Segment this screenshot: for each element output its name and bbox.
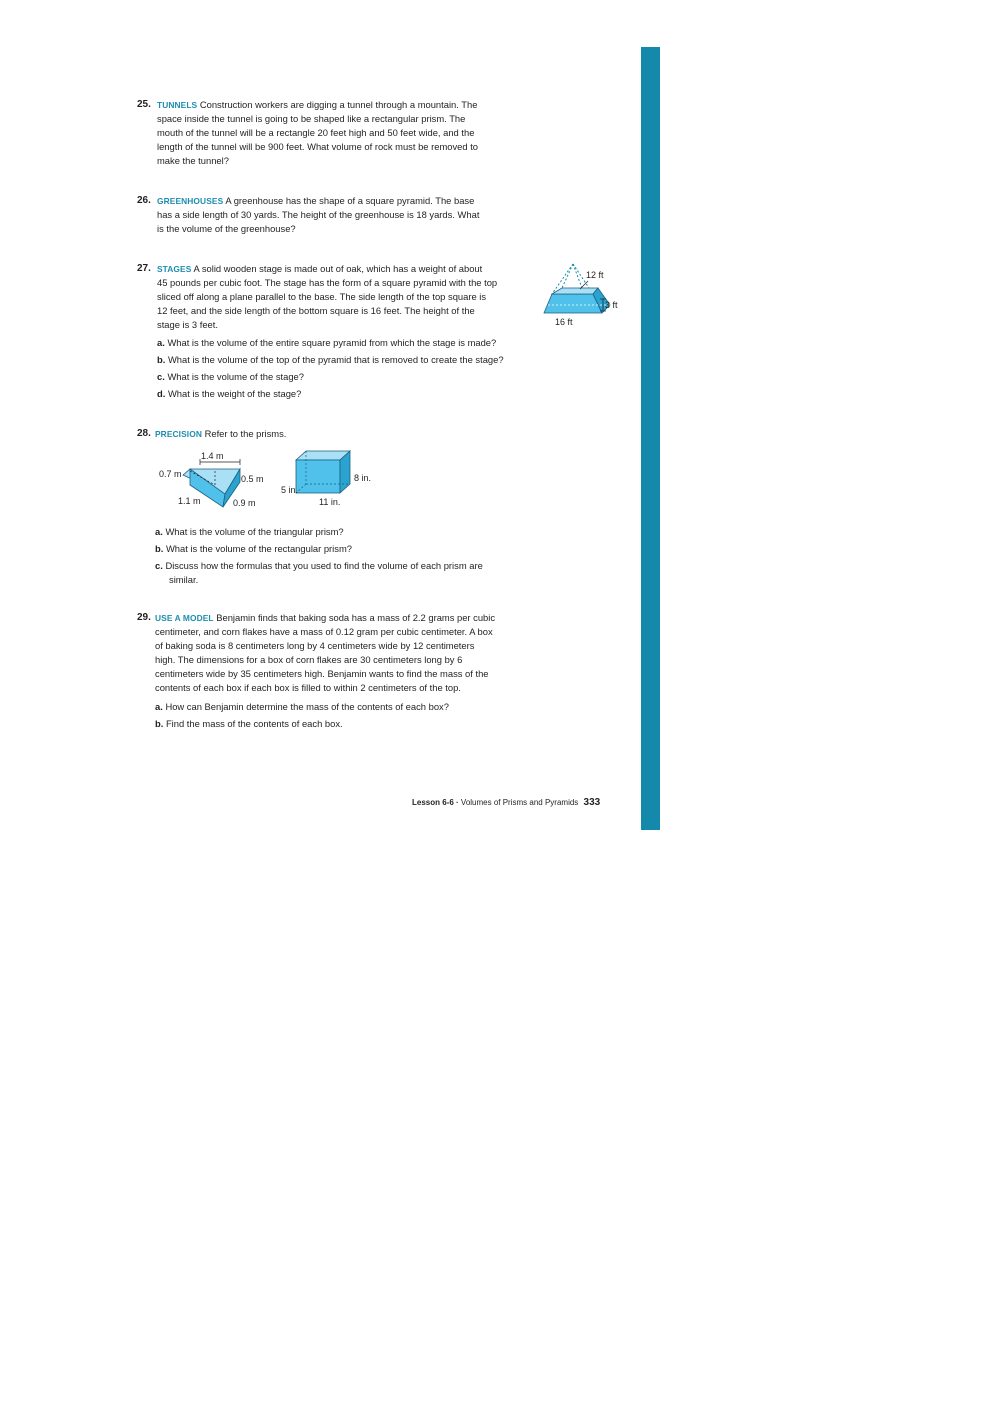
problem-26 bbox=[157, 194, 577, 236]
problem-27-line: 12 feet, and the side length of the bottom square is 16 feet. The height of the bbox=[157, 305, 475, 316]
sidebar-accent-bar bbox=[641, 47, 660, 830]
problem-28-tag: PRECISION bbox=[155, 429, 202, 439]
page-footer bbox=[412, 797, 600, 808]
problem-27-line: sliced off along a plane parallel to the base. The side length of the top square is bbox=[157, 291, 487, 302]
rect-depth-label: 5 in. bbox=[281, 485, 299, 495]
problem-27-line: stage is 3 feet. bbox=[157, 319, 218, 330]
problem-29-line: USE A MODEL Benjamin finds that baking soda has a mass of 2.2 grams per cubic bbox=[155, 612, 496, 623]
frustum-figure bbox=[538, 258, 628, 330]
problem-29-tag: USE A MODEL bbox=[155, 613, 214, 623]
problem-27-number: 27. bbox=[137, 263, 151, 274]
tri-bottom-right-label: 0.9 m bbox=[233, 498, 256, 508]
rect-height-label: 8 in. bbox=[354, 473, 372, 483]
problem-27-line: 45 pounds per cubic foot. The stage has the form of a square pyramid with the top bbox=[157, 277, 498, 288]
problem-29-line: centimeter, and corn flakes have a mass of 0.12 gram per cubic centimeter. A box bbox=[155, 626, 493, 637]
problem-25-tag: TUNNELS bbox=[157, 100, 198, 110]
frustum-bottom-label: 16 ft bbox=[555, 317, 573, 327]
problem-26-line: GREENHOUSES A greenhouse has the shape of a square pyramid. The base bbox=[157, 195, 475, 206]
tri-inner-label: 0.5 m bbox=[241, 474, 264, 484]
problem-29-line: contents of each box if each box is filled to within 2 centimeters of the top. bbox=[155, 682, 461, 693]
problem-29-part-a: a. How can Benjamin determine the mass of the contents of each box? bbox=[155, 701, 449, 712]
problem-27-part-b: b. What is the volume of the top of the pyramid that is removed to create the stage? bbox=[157, 354, 504, 365]
footer-lesson: Lesson 6-6 · bbox=[412, 798, 459, 807]
problem-25-line: TUNNELS Construction workers are digging a tunnel through a mountain. The bbox=[157, 99, 478, 110]
problem-25-number: 25. bbox=[137, 99, 151, 110]
problem-26-number: 26. bbox=[137, 195, 151, 206]
problem-28-part-a: a. What is the volume of the triangular prism? bbox=[155, 526, 344, 537]
problem-29 bbox=[155, 611, 575, 695]
problem-26-line: is the volume of the greenhouse? bbox=[157, 223, 296, 234]
problem-25 bbox=[157, 98, 577, 168]
problem-28-number: 28. bbox=[137, 428, 151, 439]
problem-27-tag: STAGES bbox=[157, 264, 192, 274]
frustum-top-label: 12 ft bbox=[586, 270, 604, 280]
rectangular-prism-figure bbox=[278, 445, 388, 510]
problem-25-line: make the tunnel? bbox=[157, 155, 229, 166]
problem-29-part-b: b. Find the mass of the contents of each box. bbox=[155, 718, 343, 729]
problem-27-part-a: a. What is the volume of the entire square pyramid from which the stage is made? bbox=[157, 337, 497, 348]
problem-28-intro: PRECISION Refer to the prisms. bbox=[155, 428, 287, 439]
problem-25-line: length of the tunnel will be 900 feet. What volume of rock must be removed to bbox=[157, 141, 479, 152]
tri-top-label: 1.4 m bbox=[201, 451, 224, 461]
tri-bottom-left-label: 1.1 m bbox=[178, 496, 201, 506]
problem-27-part-c: c. What is the volume of the stage? bbox=[157, 371, 304, 382]
problem-26-tag: GREENHOUSES bbox=[157, 196, 224, 206]
problem-29-number: 29. bbox=[137, 612, 151, 623]
rect-width-label: 11 in. bbox=[319, 497, 341, 507]
page-number: 333 bbox=[583, 797, 601, 808]
problem-27 bbox=[157, 262, 557, 332]
problem-27-line: STAGES A solid wooden stage is made out of oak, which has a weight of about bbox=[157, 263, 483, 274]
problem-28-part-c: c. Discuss how the formulas that you used to find the volume of each prism are bbox=[155, 560, 483, 571]
footer-title: Volumes of Prisms and Pyramids bbox=[460, 798, 579, 807]
problem-26-line: has a side length of 30 yards. The height of the greenhouse is 18 yards. What bbox=[157, 209, 480, 220]
problem-29-line: of baking soda is 8 centimeters long by 4 centimeters wide by 12 centimeters bbox=[155, 640, 475, 651]
problem-29-line: high. The dimensions for a box of corn flakes are 30 centimeters long by 6 bbox=[155, 654, 463, 665]
problem-28-part-c-cont: similar. bbox=[169, 574, 199, 585]
tri-left-label: 0.7 m bbox=[159, 469, 182, 479]
problem-25-line: mouth of the tunnel will be a rectangle 20 feet high and 50 feet wide, and the bbox=[157, 127, 475, 138]
frustum-height-label: 3 ft bbox=[605, 300, 618, 310]
problem-29-line: centimeters wide by 35 centimeters high. Benjamin wants to find the mass of the bbox=[155, 668, 489, 679]
problem-25-line: space inside the tunnel is going to be shaped like a rectangular prism. The bbox=[157, 113, 466, 124]
triangular-prism-figure bbox=[155, 447, 280, 512]
problem-28-part-b: b. What is the volume of the rectangular prism? bbox=[155, 543, 352, 554]
problem-27-part-d: d. What is the weight of the stage? bbox=[157, 388, 302, 399]
